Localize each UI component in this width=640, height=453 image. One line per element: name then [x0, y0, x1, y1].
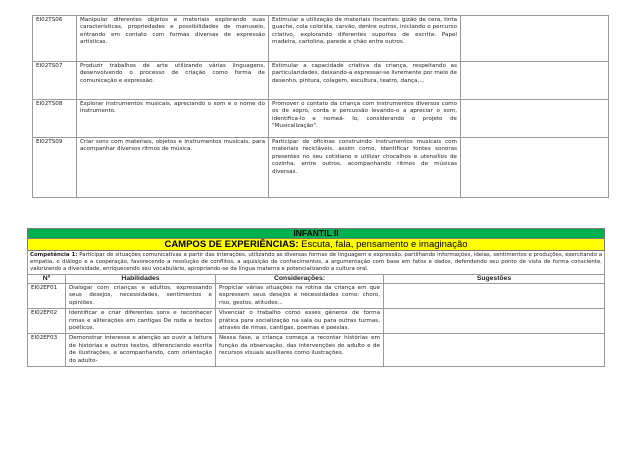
skill-considerations: Promover o contato da criança com instrumentos diversos como os de sopro, corda e percussão levando-o a apreciar o som, identifica-lo e nomeá- lo, considerando o projeto de "Musicalização". — [269, 100, 461, 138]
skill-description: Explorar instrumentos musicais, apreciando o som e o nome do instrumento. — [77, 100, 269, 138]
column-header-considerations: Considerações: — [216, 275, 384, 284]
table-row — [28, 309, 605, 334]
table-row — [28, 334, 605, 367]
table-row — [33, 62, 609, 100]
skill-code: EI02TS08 — [33, 100, 77, 138]
skill-considerations: Vivenciar o trabalho como esses gêneros de forma prática para socialização na sala ou para outras turmas, através de rimas, cantigas, poemas e poesias. — [216, 309, 384, 334]
skill-code: EI02EF01 — [28, 284, 66, 309]
skill-description: Criar sons com materiais, objetos e instrumentos musicais, para acompanhar diversos ritmos de música. — [77, 138, 269, 198]
competency-statement — [28, 251, 605, 275]
skill-suggestions — [461, 100, 609, 138]
experience-field-banner — [28, 239, 605, 251]
skills-table-ef — [27, 228, 605, 367]
skill-description: Demonstrar interesse e atenção ao ouvir a leitura de histórias e outros textos, diferenciando escrita de ilustrações, e acompanhando, com orientação do adulto- — [66, 334, 216, 367]
skill-considerations: Estimular a utilização de materiais riscantes: gizão de cera, tinta guache, cola colorida, carvão, dentre outros, iniciando o percurso criativo, explorando diferentes suportes de escrita: Papel madeira, cartolina, parede e chão entre outros. — [269, 16, 461, 62]
skill-suggestions — [461, 16, 609, 62]
skill-considerations: Estimular a capacidade criativa da criança, respeitando as particularidades, deixando-a expressar-se livremente por meio de desenho, pintura, colagem, escultura, teatro, dança,... — [269, 62, 461, 100]
skill-considerations: Nessa fase, a criança começa a recontar histórias em função da observação, das intervenções do adulto e de recursos visuais auxiliares como ilustrações. — [216, 334, 384, 367]
skill-suggestions — [384, 284, 605, 309]
table-row — [33, 16, 609, 62]
skill-description: Produzir trabalhos de arte utilizando várias linguagens, desenvolvendo o processo de criação como forma de comunicação e expressão. — [77, 62, 269, 100]
skill-code: EI02TS06 — [33, 16, 77, 62]
skill-description: Dialogar com crianças e adultos, expressando seus desejos, necessidades, sentimentos e opiniões. — [66, 284, 216, 309]
column-header-number: Nº — [28, 275, 66, 284]
column-header-suggestions: Sugestões — [384, 275, 605, 284]
skill-considerations: Participar de oficinas construindo instrumentos musicais com materiais recicláveis, assim como, identificar fontes sonoras presentes no seu cotidiano e utilizar chocalhos e utensílios de cozinha, entre outros, acompanhando ritmos de músicas diversas. — [269, 138, 461, 198]
column-header-skills: Habilidades — [66, 275, 216, 284]
table-row — [33, 100, 609, 138]
skill-considerations: Propiciar várias situações na rotina da criança em que expressem seus desejos e necessidades como: choro, riso, gestos, atitudes... — [216, 284, 384, 309]
table-header-row — [28, 275, 605, 284]
skill-code: EI02TS09 — [33, 138, 77, 198]
skill-code: EI02EF03 — [28, 334, 66, 367]
skill-suggestions — [461, 62, 609, 100]
experience-field-label: CAMPOS DE EXPERIÊNCIAS: — [164, 239, 299, 250]
competency-text: Participar de situações comunicativas a partir das interações, utilizando as diversas formas de linguagem e expressão, partilhando informações, ideias, sentimentos e produções, exercitando a empatia, o diálogo e a cooperação, favorecendo a resolução de conflitos, a aquisição de conhecimentos, a argumentação com base em fatos e dados, defendendo seu ponto de vista de forma consciente, valorizando a diversidade, enriquecendo seu vocabulário, apropriando-se da língua materna e potencializando a cultura oral. — [30, 252, 602, 272]
skill-suggestions — [384, 334, 605, 367]
skill-suggestions — [384, 309, 605, 334]
table-row — [33, 138, 609, 198]
experience-field-value: Escuta, fala, pensamento e imaginação — [298, 239, 468, 250]
table-row — [28, 284, 605, 309]
skill-code: EI02EF02 — [28, 309, 66, 334]
level-title: INFANTIL II — [28, 229, 605, 239]
infantil-ii-section — [27, 228, 604, 367]
skill-description: Manipular diferentes objetos e materiais explorando suas características, propriedades e possibilidades de manuseio, entrando em contato com formas diversas de expressão artísticas. — [77, 16, 269, 62]
skill-description: Identificar e criar diferentes sons e reconhecer rimas e aliterações em cantigas De roda e textos poéticos. — [66, 309, 216, 334]
skill-code: EI02TS07 — [33, 62, 77, 100]
competency-label: Competência 1: — [30, 252, 78, 258]
skills-table-ts — [32, 15, 609, 198]
skill-suggestions — [461, 138, 609, 198]
